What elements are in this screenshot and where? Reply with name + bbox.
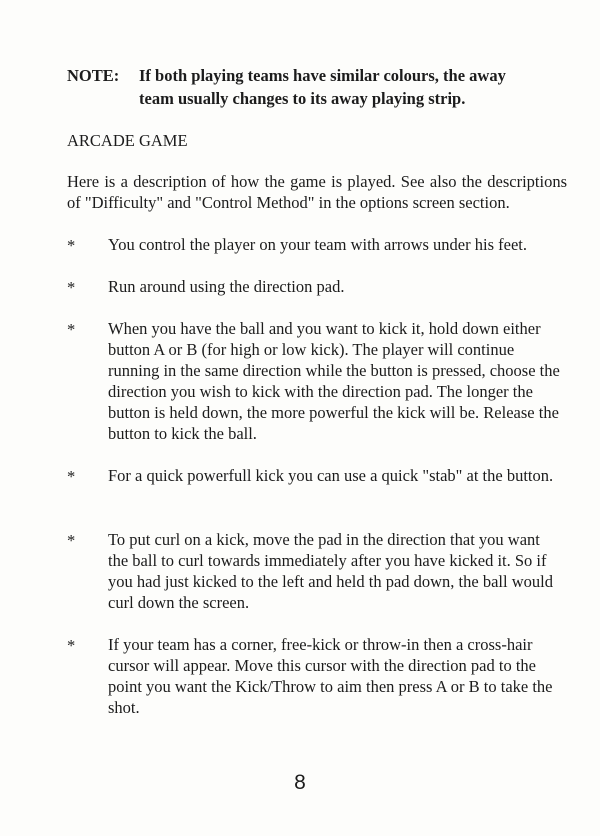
note-text-line-2: team usually changes to its away playing strip. [139, 89, 466, 108]
page-number: 8 [294, 771, 306, 794]
bullet-text: When you have the ball and you want to kick it, hold down either button A or B (for high or low kick). The player will continue running in the same direction while the button is pressed, choose the direction you wish to kick with the direction pad. The longer the button is held down, the more powerful the kick will be. Release the button to kick the ball. [108, 319, 560, 443]
bullet-item-5 [67, 529, 567, 613]
note-label: NOTE: [67, 66, 120, 85]
bullet-item-1 [67, 234, 567, 255]
note-text-line-1: If both playing teams have similar colours, the away [139, 66, 506, 85]
bullet-marker: * [67, 236, 76, 255]
bullet-marker: * [67, 636, 76, 655]
bullet-item-4 [67, 465, 567, 486]
bullet-marker: * [67, 531, 76, 550]
bullet-item-6 [67, 634, 567, 718]
bullet-marker: * [67, 278, 76, 297]
intro-paragraph: Here is a description of how the game is played. See also the descriptions of "Difficulty" and "Control Method" in the options screen section. [67, 172, 567, 212]
note-block [67, 64, 587, 110]
bullet-marker: * [67, 320, 76, 339]
bullet-text: Run around using the direction pad. [108, 277, 345, 296]
section-heading: ARCADE GAME [67, 131, 188, 150]
bullet-item-3 [67, 318, 567, 444]
bullet-item-2 [67, 276, 567, 297]
bullet-text: You control the player on your team with arrows under his feet. [108, 235, 527, 254]
bullet-text: For a quick powerfull kick you can use a quick "stab" at the button. [108, 466, 554, 485]
bullet-text: If your team has a corner, free-kick or throw-in then a cross-hair cursor will appear. Move this cursor with the direction pad to the point you want the Kick/Throw to aim then press A or B to take the shot. [108, 635, 553, 717]
bullet-text: To put curl on a kick, move the pad in the direction that you want the ball to curl towards immediately after you have kicked it. So if you had just kicked to the left and held th pad down, the ball would curl down the screen. [108, 530, 553, 612]
bullet-marker: * [67, 467, 76, 486]
